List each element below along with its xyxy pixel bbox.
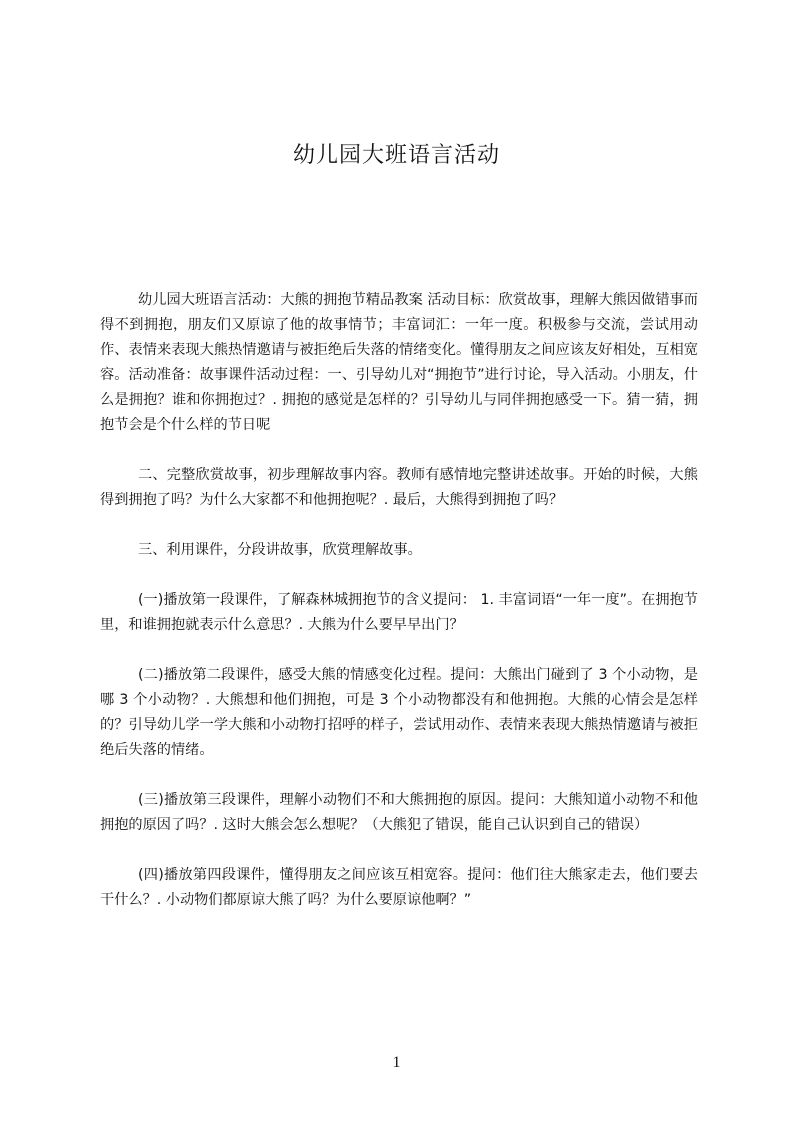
paragraph-intro: 幼儿园大班语言活动：大熊的拥抱节精品教案 活动目标：欣赏故事，理解大熊因做错事而得不到拥抱，朋友们又原谅了他的故事情节；丰富词汇：一年一度。积极参与交流，尝试用动作、表情来表现大熊热情邀请与被拒绝后失落的情绪变化。懂得朋友之间应该友好相处，互相宽容。活动准备：故事课件活动过程：一、引导幼儿对“拥抱节”进行讨论，导入活动。小朋友，什么是拥抱？谁和你拥抱过？. 拥抱的感觉是怎样的？引导幼儿与同伴拥抱感受一下。猜一猜，拥抱节会是个什么样的节日呢	[100, 292, 698, 433]
page-number: 1	[392, 1054, 401, 1071]
paragraph-section-2: 二、完整欣赏故事，初步理解故事内容。教师有感情地完整讲述故事。开始的时候，大熊得到拥抱了吗？为什么大家都不和他拥抱呢？. 最后，大熊得到拥抱了吗？	[100, 467, 698, 508]
paragraph-part-4: (四)播放第四段课件，懂得朋友之间应该互相宽容。提问：他们往大熊家走去，他们要去干什么？. 小动物们都原谅大熊了吗？为什么要原谅他啊？”	[100, 867, 698, 908]
document-body	[100, 288, 698, 913]
paragraph-part-3: (三)播放第三段课件，理解小动物们不和大熊拥抱的原因。提问：大熊知道小动物不和他拥抱的原因了吗？. 这时大熊会怎么想呢？（大熊犯了错误，能自己认识到自己的错误）	[100, 792, 698, 833]
paragraph-part-1: (一)播放第一段课件，了解森林城拥抱节的含义提问： 1. 丰富词语“一年一度”。在拥抱节里，和谁拥抱就表示什么意思？. 大熊为什么要早早出门？	[100, 592, 698, 633]
paragraph-section-3: 三、利用课件，分段讲故事，欣赏理解故事。	[138, 542, 422, 558]
document-title: 幼儿园大班语言活动	[292, 143, 500, 168]
paragraph-part-2: (二)播放第二段课件，感受大熊的情感变化过程。提问：大熊出门碰到了 3 个小动物，是哪 3 个小动物？. 大熊想和他们拥抱，可是 3 个小动物都没有和他拥抱。大熊的心情会是怎样的？引导幼儿学一学大熊和小动物打招呼的样子，尝试用动作、表情来表现大熊热情邀请与被拒绝后失落的情绪。	[100, 667, 698, 758]
